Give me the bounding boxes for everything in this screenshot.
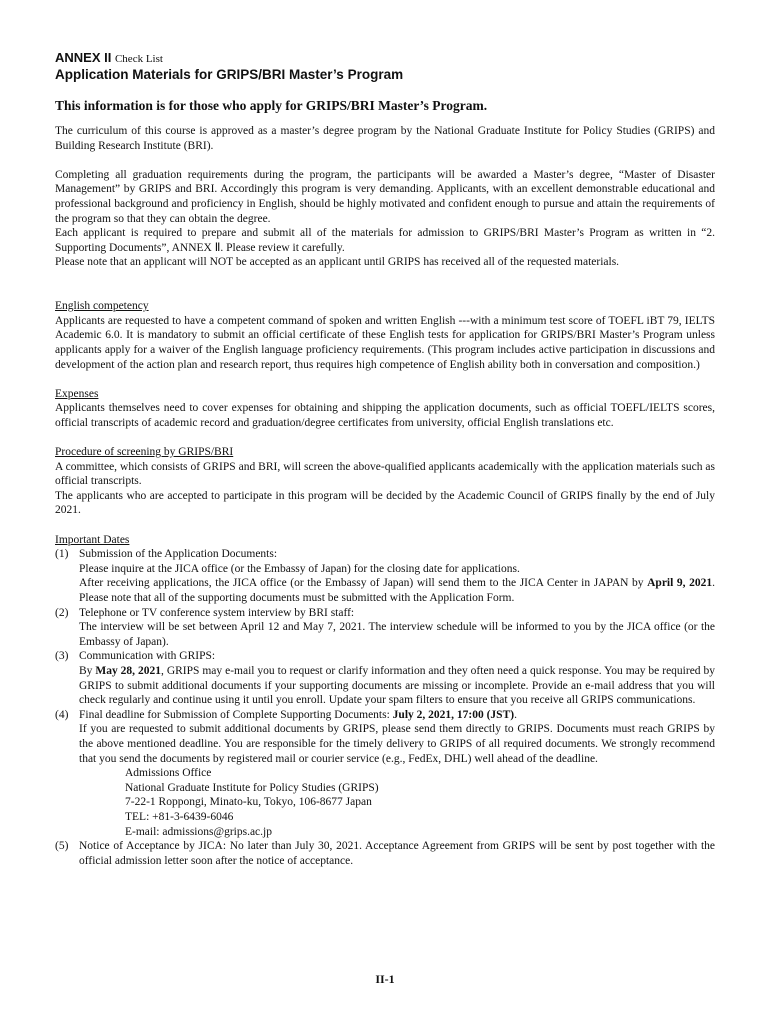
item-text: After receiving applications, the JICA office (or the Embassy of Japan) will send them to the JICA Center in JAPAN by April 9, 2021. Please note that all of the supporting documents must be submitted with the Application Form.	[79, 577, 715, 604]
address-line: 7-22-1 Roppongi, Minato-ku, Tokyo, 106-8677 Japan	[125, 796, 372, 809]
item-text: Notice of Acceptance by JICA: No later than July 30, 2021. Acceptance Agreement from GRIPS will be sent by post together with the official admission letter soon after the notice of acceptance.	[79, 840, 715, 867]
item-title: Telephone or TV conference system interview by BRI staff:	[79, 606, 355, 619]
english-text: Applicants are requested to have a competent command of spoken and written English ---with a minimum test score of TOEFL iBT 79, IELTS Academic 6.0. It is mandatory to submit an official certificate of these English tests for application for GRIPS/BRI Master’s Program unless applicants apply for a waiver of the English language proficiency requirements. (This program includes active participation in discussions and development of the action plan and research report, thus requires high competence of English ability both in conversation and composition.)	[55, 314, 715, 371]
item-title: Submission of the Application Documents:	[79, 548, 278, 561]
annex-heading	[55, 50, 715, 67]
list-item	[55, 708, 715, 839]
section-heading-expenses: Expenses	[55, 387, 99, 400]
expenses-text: Applicants themselves need to cover expenses for obtaining and shipping the application documents, such as official TOEFL/IELTS scores, official transcripts of academic record and graduation/degree certificates from university, official English translations etc.	[55, 402, 715, 429]
section-heading-dates: Important Dates	[55, 533, 130, 546]
address-line: E-mail: admissions@grips.ac.jp	[125, 825, 272, 838]
document-title: Application Materials for GRIPS/BRI Master’s Program	[55, 67, 404, 82]
list-item	[55, 547, 715, 605]
item-text: By May 28, 2021, GRIPS may e-mail you to request or clarify information and they often need a quick response. You may be required by GRIPS to submit additional documents if your supporting documents are missing or incomplete. Provide an e-mail address that you will check regularly and continue using it until you enroll. Update your spam filters to ensure that you receive all GRIPS communications.	[79, 664, 715, 707]
intro-paragraph: Each applicant is required to prepare and submit all of the materials for admission to GRIPS/BRI Master’s Program as written in “2. Supporting Documents”, ANNEX Ⅱ. Please review it carefully.	[55, 227, 715, 254]
item-title: Communication with GRIPS:	[79, 650, 216, 663]
annex-subtitle: Check List	[114, 53, 163, 65]
document-page	[55, 50, 715, 986]
item-text: If you are requested to submit additional documents by GRIPS, please send them directly to GRIPS. Documents must reach GRIPS by the above mentioned deadline. You are responsible for the timely delivery to GRIPS of all required documents. We strongly recommend that you send the documents by registered mail or courier service (e.g., FedEx, DHL) well ahead of the deadline.	[79, 723, 715, 765]
page-number: II-1	[375, 972, 395, 986]
item-number: (2)	[55, 606, 69, 619]
item-text: Please inquire at the JICA office (or the Embassy of Japan) for the closing date for applications.	[79, 562, 520, 575]
item-number: (1)	[55, 548, 69, 561]
list-item	[55, 649, 715, 707]
item-text: The interview will be set between April 12 and May 7, 2021. The interview schedule will be informed to you by the JICA office (or the Embassy of Japan).	[79, 621, 715, 648]
intro-paragraph: Completing all graduation requirements during the program, the participants will be awarded a Master’s degree, “Master of Disaster Management” by GRIPS and BRI. Accordingly this program is very demanding. Applicants, with an excellent demonstrable educational and professional background and proficiency in English, should be highly motivated and confident enough to pursue and attain the requirements of the program so that they can obtain the degree.	[55, 168, 715, 225]
screening-text: The applicants who are accepted to participate in this program will be decided by the Academic Council of GRIPS finally by the end of July 2021.	[55, 489, 715, 517]
address-block	[79, 766, 715, 839]
list-item	[55, 839, 715, 868]
intro-paragraph: Please note that an applicant will NOT be accepted as an applicant until GRIPS has received all of the requested materials.	[55, 256, 620, 269]
section-heading-english: English competency	[55, 300, 149, 313]
item-title: Final deadline for Submission of Complete Supporting Documents: July 2, 2021, 17:00 (JST).	[79, 708, 517, 721]
item-number: (5)	[55, 840, 69, 853]
item-number: (4)	[55, 708, 69, 721]
item-number: (3)	[55, 650, 69, 663]
intro-paragraph: The curriculum of this course is approved as a master’s degree program by the National Graduate Institute for Policy Studies (GRIPS) and Building Research Institute (BRI).	[55, 125, 715, 152]
annex-label: ANNEX II	[55, 50, 112, 65]
address-line: National Graduate Institute for Policy Studies (GRIPS)	[125, 781, 379, 794]
list-item	[55, 606, 715, 650]
screening-text: A committee, which consists of GRIPS and BRI, will screen the above-qualified applicants academically with the application materials such as official transcripts.	[55, 460, 715, 488]
lead-statement: This information is for those who apply for GRIPS/BRI Master’s Program.	[55, 98, 488, 113]
address-line: TEL: +81-3-6439-6046	[125, 810, 234, 823]
address-line: Admissions Office	[125, 767, 212, 780]
section-heading-screening: Procedure of screening by GRIPS/BRI	[55, 446, 234, 459]
